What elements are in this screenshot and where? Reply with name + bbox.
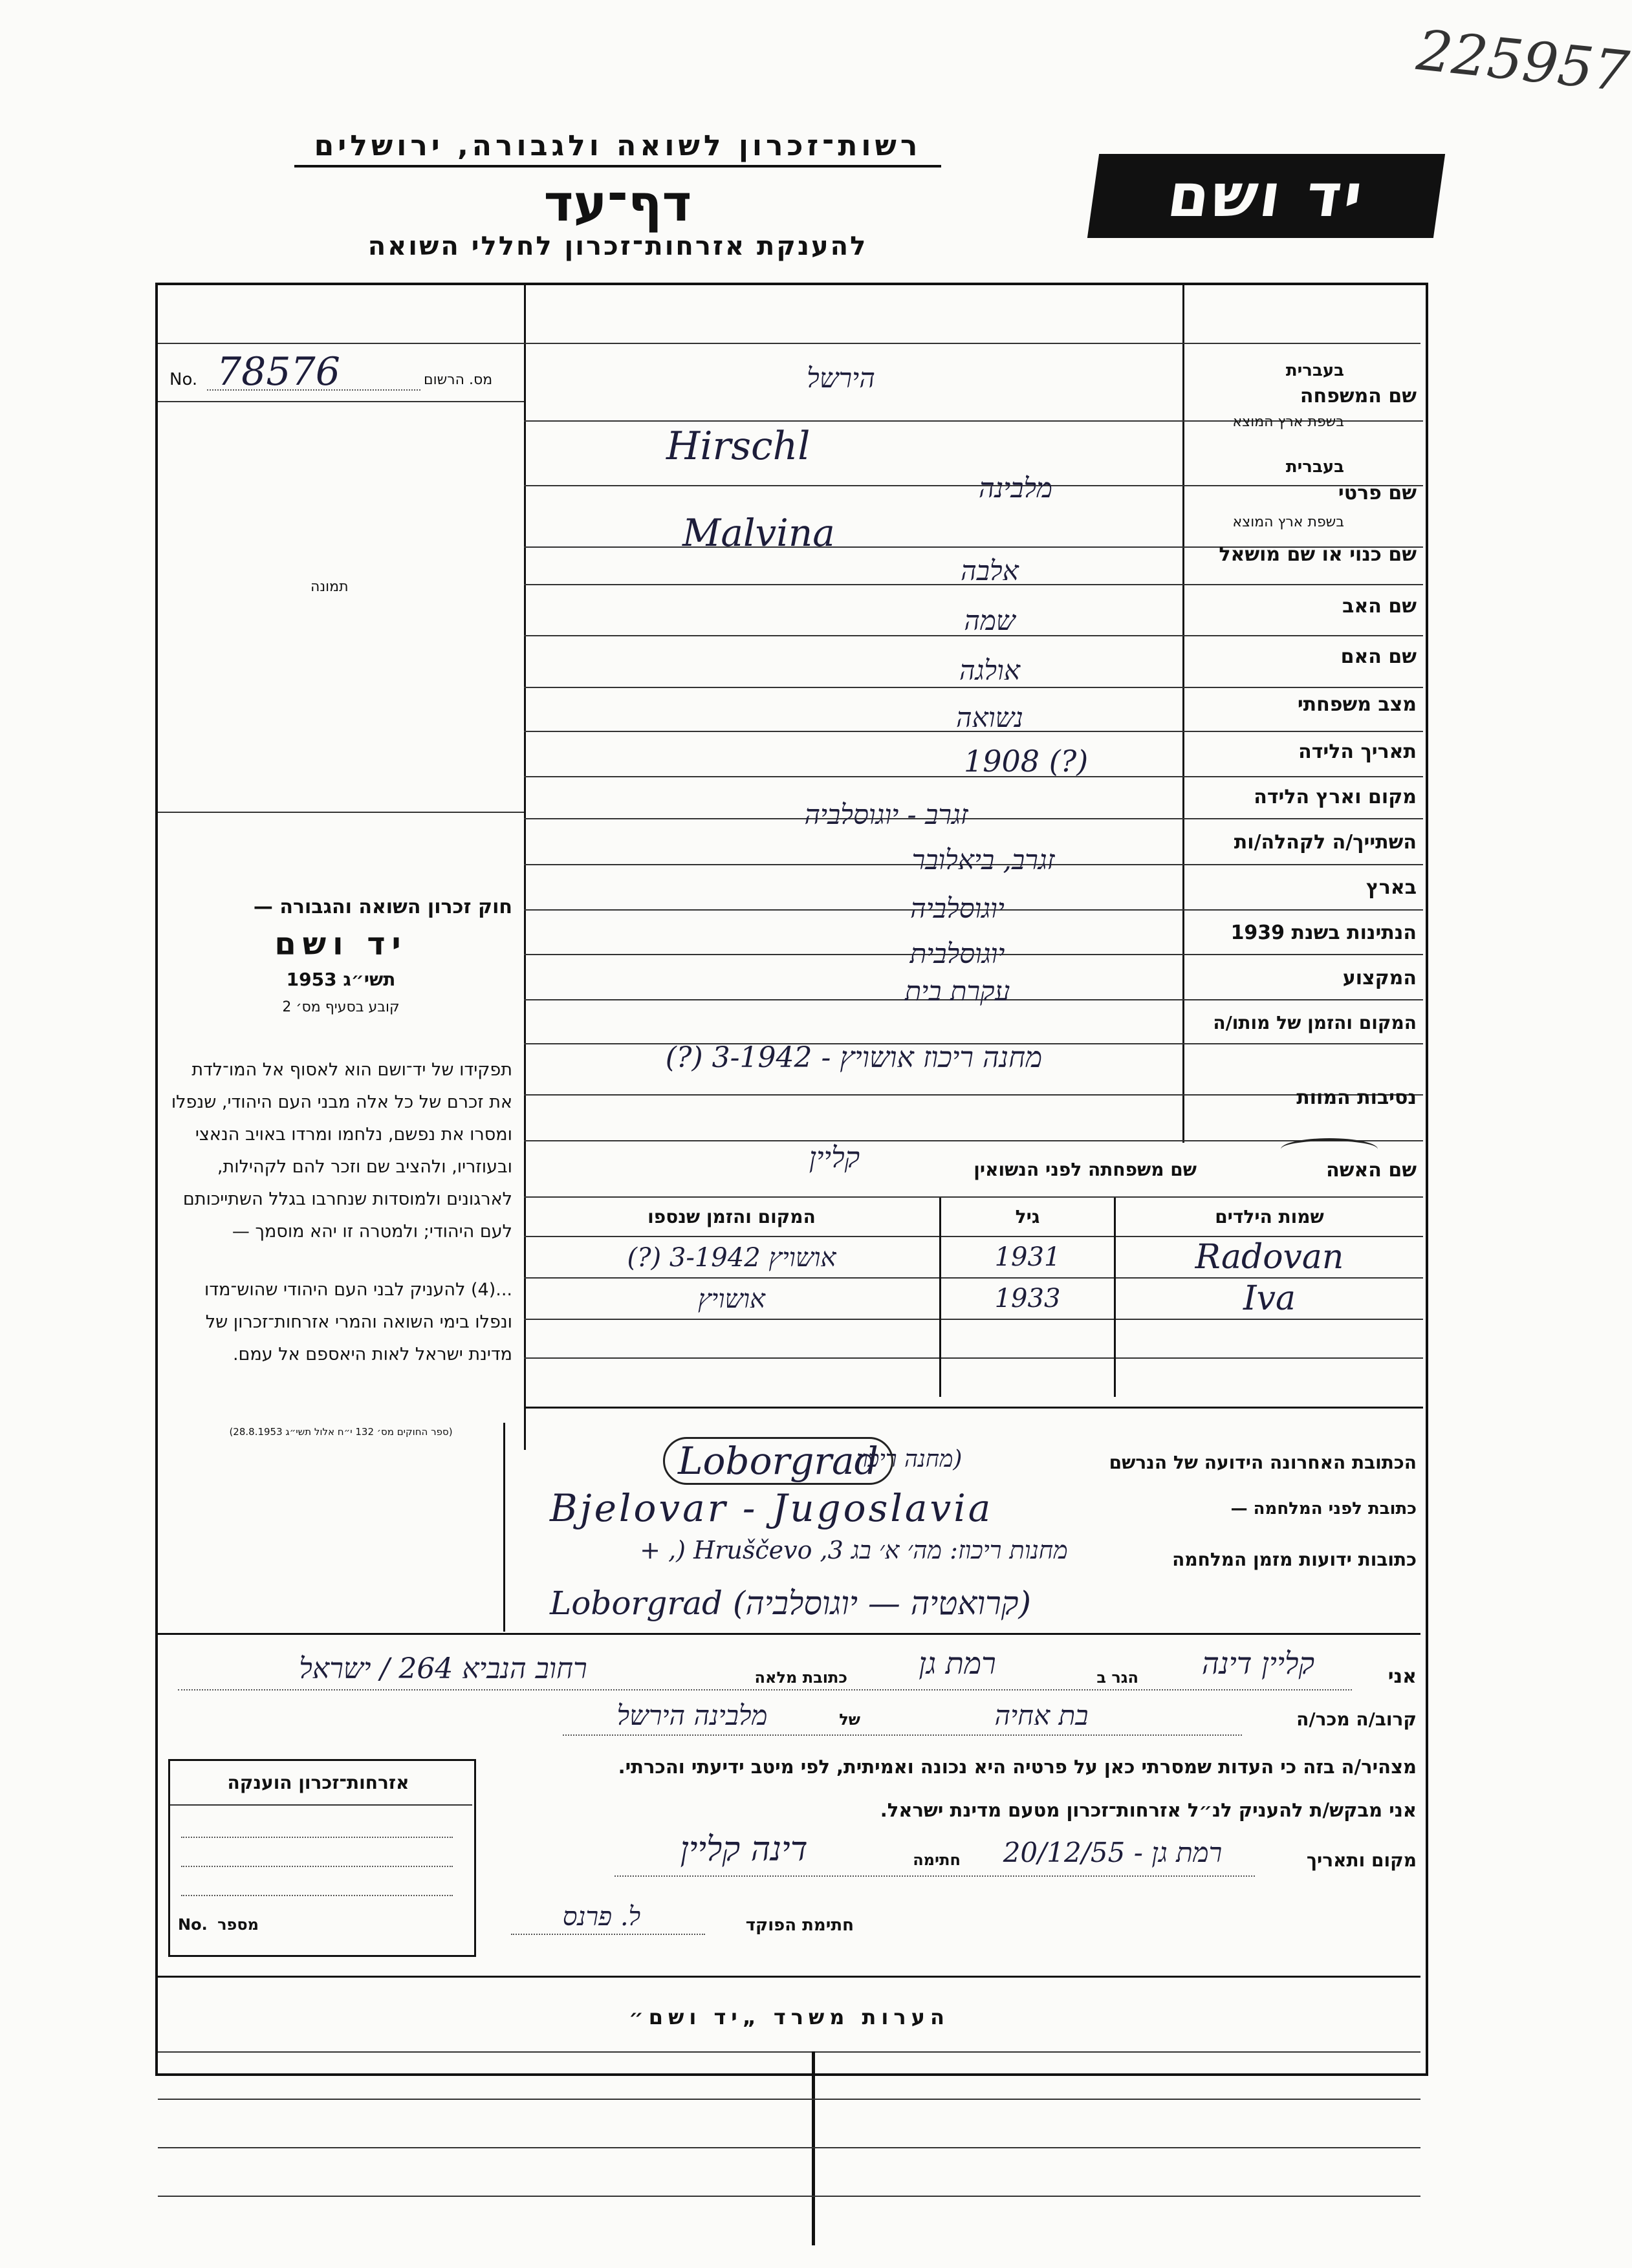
birth-place-label: מקום וארץ הלידה [1254, 786, 1417, 808]
child-name [1115, 1358, 1424, 1397]
child-place [524, 1319, 941, 1358]
officer-signature: ל. פרנס [562, 1902, 641, 1932]
mother-name-label: שם האם [1340, 645, 1417, 668]
law-paragraph-2: ...(4) להעניק לבני העם היהודי שהוש־מדו ונפלו בימי השואה והמרי אזרחות־זכרון של מדינת ישראל לאות היאספם אל עמם. [204, 1280, 512, 1365]
notes-line [158, 2099, 1420, 2100]
death-place-time-label: המקום והזמן של מותו/ה [1213, 1012, 1417, 1033]
last-address-label: הכתובת האחרונה הידועה של הנרשם [1109, 1452, 1417, 1473]
birth-date-label: תאריך הלידה [1298, 740, 1417, 763]
relation-value: בת אחיה [994, 1700, 1089, 1731]
family-name-label: שם המשפחה [1300, 385, 1417, 407]
memorial-citizenship-number-label: מספר [217, 1916, 259, 1934]
relation-label: קרוב/ה מכר/ה [1296, 1709, 1417, 1730]
wife-maiden-name-label: שם משפחתה לפני הנשואין [974, 1159, 1197, 1180]
wife-name-flourish [1281, 1138, 1378, 1160]
declarant-resident-label: הגר ב [1096, 1669, 1138, 1687]
mother-name-value: אולגה [959, 654, 1021, 686]
law-clause: קובע בסעיף מס׳ 2 [282, 999, 400, 1015]
law-paragraph-1: תפקידו של יד־ושם הוא לאסוף אל המו־לדת את זכרם של כל אלה מבני העם היהודי, שנפלו ומסרו את נפשם, נלחמו ומרדו באויב הנאצי ובעוזריו, ולהציב שם וזכר להם לקהילות, לארגונים ולמוסדות שנחרבו בגלל השתייכותם לעם היהודי; ולמטרה זו יהא מוסמך — [171, 1060, 512, 1242]
declarant-i-label: אני [1387, 1665, 1417, 1688]
place-date-label: מקום ותאריך [1306, 1850, 1417, 1871]
archive-stamp-number: 225957 [1413, 18, 1632, 105]
birth-place-value: זגרב - יוגוסלביה [804, 799, 968, 830]
child-row [524, 1319, 1423, 1358]
relation-of-value: מלבינה הירשל [616, 1700, 768, 1731]
memorial-citizenship-title: אזרחות־זכרון הוענקה [227, 1772, 409, 1793]
wartime-addresses-value-2: Loborgrad (קרואטיה — יוגוסלביה) [550, 1584, 1032, 1622]
nickname-label: שם כנוי או שם מושאל [1219, 543, 1417, 566]
declarant-address-value: רחוב הנביא 264 / ישראל [299, 1652, 587, 1685]
child-row [524, 1278, 1423, 1319]
notes-line [158, 2196, 1420, 2197]
children-place-time-header: המקום והזמן שנספו [524, 1198, 941, 1237]
nationality-1939-value: יוגוסלבית [909, 938, 1005, 969]
law-footnote: (ספר החוקים מס׳ 132 י״ח אלול תשי״ג 28.8.1953) [229, 1426, 453, 1438]
registration-no-label: No. [169, 370, 198, 389]
wartime-addresses-value: מחנות ריכוז: מה׳ א׳ בג 3, Hruščevo (, + [640, 1536, 1068, 1564]
authority-title: רשות־זכרון לשואה ולגבורה, ירושלים [294, 129, 941, 167]
nationality-1939-label: הנתינות בשנת 1939 [1230, 922, 1417, 944]
marital-status-value: נשואה [956, 702, 1023, 733]
photo-placeholder: תמונה [310, 579, 349, 595]
first-name-label: שם פרטי [1338, 482, 1417, 504]
children-table [524, 1198, 1423, 1397]
father-name-value: שמה [964, 605, 1016, 636]
declarant-city-value: רמת גן [919, 1646, 996, 1681]
child-row [524, 1237, 1423, 1278]
child-age [941, 1319, 1115, 1358]
declarant-signature: דינה קליין [680, 1830, 808, 1869]
declarant-name-value: קליין דינה [1201, 1646, 1315, 1681]
form-subtitle: להענקת אזרחות־זכרון לחללי השואה [367, 232, 868, 261]
child-age: 1933 [941, 1278, 1115, 1319]
marital-status-label: מצב משפחתי [1297, 693, 1417, 716]
signature-label: חתימה [913, 1851, 961, 1869]
child-age: 1931 [941, 1237, 1115, 1278]
child-name: Radovan [1115, 1237, 1424, 1278]
family-name-hebrew-value: הירשל [807, 362, 875, 394]
declarant-address-label: כתובת מלאה [754, 1669, 847, 1687]
child-name: Iva [1115, 1278, 1424, 1319]
wartime-addresses-label: כתובות ידועות מזמן המלחמה [1172, 1549, 1417, 1570]
pre-war-address-value: Bjelovar - Jugoslavia [550, 1486, 994, 1530]
family-name-local-sublabel: בשפת ארץ המוצא [1232, 414, 1344, 430]
child-place [524, 1358, 941, 1397]
registration-number: 78576 [217, 349, 340, 394]
birth-date-value: 1908 (?) [964, 744, 1089, 779]
community-value: זגרב, ביאלובר [911, 844, 1055, 876]
family-name-hebrew-sublabel: בעברית [1285, 361, 1344, 380]
children-names-header: שמות הילדים [1115, 1198, 1424, 1237]
country-label: בארץ [1365, 876, 1417, 899]
pre-war-address-label: כתובת לפני המלחמה — [1230, 1499, 1417, 1518]
death-circumstances-label: נסיבות המוות [1296, 1086, 1417, 1109]
wife-label: שם האשה [1326, 1159, 1417, 1182]
child-name [1115, 1319, 1424, 1358]
child-place: אושויץ [524, 1278, 941, 1319]
child-age [941, 1358, 1115, 1397]
nickname-value: אלבה [961, 555, 1019, 587]
request-text: אני מבקש/ת להעניק לנ״ל אזרחות־זכרון מטעם מדינת ישראל. [880, 1799, 1417, 1821]
place-date-value: רמת גן - 20/12/55 [1003, 1837, 1223, 1868]
notes-line [158, 2147, 1420, 2148]
first-name-local-value: Malvina [682, 511, 835, 555]
profession-label: המקצוע [1342, 967, 1417, 989]
last-address-hebrew-value: (מחנה ריכוז [855, 1446, 963, 1473]
declaration-text: מצהיר/ה בזה כי העדות שמסרתי כאן על פרטיה היא נכונה ואמיתית, לפי מיטב ידיעתי והכרתי. [618, 1756, 1417, 1778]
law-year: תשי״ג 1953 [286, 969, 396, 990]
registration-label: מס. הרשום [424, 372, 493, 388]
death-place-time-value: מחנה ריכוז אושויץ - 3-1942 (?) [665, 1041, 1043, 1074]
father-name-label: שם האב [1342, 595, 1417, 618]
child-row [524, 1358, 1423, 1397]
profession-value: עקרת בית [904, 975, 1010, 1007]
yad-vashem-logo: יד ושם [1087, 154, 1445, 238]
country-value: יוגוסלביה [910, 892, 1005, 924]
family-name-local-value: Hirschl [666, 424, 811, 469]
office-notes-title: הערות משרד „יד ושם״ [629, 2005, 950, 2029]
first-name-local-sublabel: בשפת ארץ המוצא [1232, 514, 1344, 530]
first-name-hebrew-sublabel: בעברית [1285, 457, 1344, 477]
form-title: דף־עד [543, 175, 692, 233]
child-place: אושויץ 3-1942 (?) [524, 1237, 941, 1278]
last-address-local-value: Loborgrad [663, 1437, 893, 1485]
children-age-header: גיל [941, 1198, 1115, 1237]
officer-signature-label: חתימת הפוקד [745, 1916, 854, 1935]
children-table-header [524, 1198, 1423, 1237]
relation-of-label: של [839, 1711, 860, 1729]
law-name: יד ושם [274, 926, 408, 962]
memorial-citizenship-no-label: No. [178, 1916, 208, 1934]
first-name-hebrew-value: מלבינה [978, 472, 1053, 504]
community-label: השתייך/ה לקהלה/ות [1234, 831, 1417, 854]
wife-maiden-name-value: קליין [809, 1141, 860, 1174]
law-heading: חוק זכרון השואה והגבורה — [253, 896, 512, 918]
